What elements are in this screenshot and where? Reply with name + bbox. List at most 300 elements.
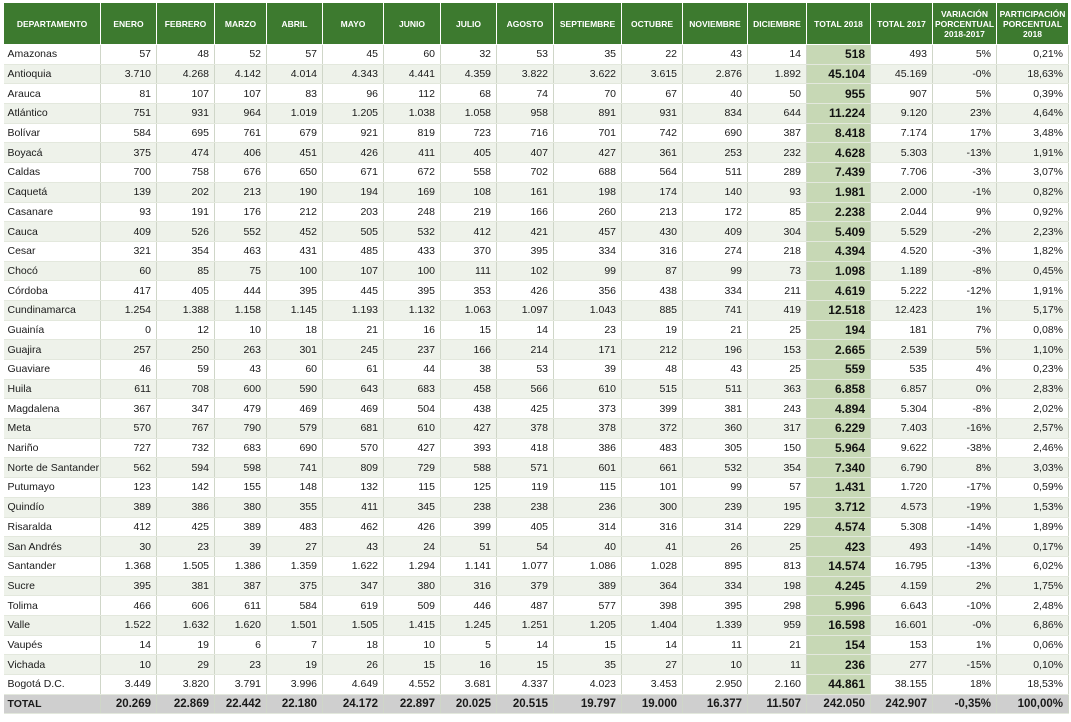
table-cell: 43 [683,45,748,65]
table-cell: 3.822 [497,64,554,84]
column-header: JULIO [441,3,497,45]
table-cell: 153 [871,635,933,655]
total-2018-cell: 955 [807,84,871,104]
table-cell: -3% [933,163,997,183]
table-row [4,556,1069,576]
table-cell: 321 [101,241,157,261]
table-row [4,537,1069,557]
table-row [4,517,1069,537]
table-cell: 334 [554,241,622,261]
total-2018-cell: 5.409 [807,222,871,242]
total-2018-cell: 7.439 [807,163,871,183]
table-cell: 566 [497,379,554,399]
department-name-cell: San Andrés [4,537,101,557]
total-cell: 22.897 [384,694,441,713]
table-cell: 681 [323,419,384,439]
column-header: VARIACIÓN PORCENTUAL 2018-2017 [933,3,997,45]
table-cell: 54 [497,537,554,557]
column-header: AGOSTO [497,3,554,45]
table-cell: 0,39% [997,84,1069,104]
table-cell: 4.359 [441,64,497,84]
table-cell: 53 [497,360,554,380]
table-cell: 316 [622,517,683,537]
table-row [4,340,1069,360]
table-cell: 751 [101,104,157,124]
table-cell: 5.222 [871,281,933,301]
table-cell: 361 [622,143,683,163]
table-header [4,3,1069,45]
table-cell: 375 [101,143,157,163]
table-cell: 99 [554,261,622,281]
table-cell: 741 [267,458,323,478]
table-cell: 419 [748,300,807,320]
column-header: PARTICIPACIÓN PORCENTUAL 2018 [997,3,1069,45]
table-cell: 257 [101,340,157,360]
table-cell: 1.145 [267,300,323,320]
department-name-cell: Magdalena [4,399,101,419]
table-cell: 462 [323,517,384,537]
table-cell: 590 [267,379,323,399]
total-2018-cell: 8.418 [807,123,871,143]
table-cell: 584 [267,596,323,616]
total-2018-cell: 12.518 [807,300,871,320]
table-cell: 1.063 [441,300,497,320]
table-cell: 570 [323,438,384,458]
table-cell: 474 [157,143,215,163]
total-label: TOTAL [4,694,101,713]
table-cell: 931 [622,104,683,124]
table-cell: 334 [683,576,748,596]
table-cell: 411 [384,143,441,163]
table-row [4,478,1069,498]
table-cell: 644 [748,104,807,124]
table-cell: 14 [497,635,554,655]
table-cell: 2.044 [871,202,933,222]
table-cell: 75 [215,261,267,281]
table-cell: 1.386 [215,556,267,576]
table-cell: 354 [157,241,215,261]
table-cell: 44 [384,360,441,380]
table-cell: 23% [933,104,997,124]
table-cell: 219 [441,202,497,222]
table-cell: 139 [101,182,157,202]
table-cell: 0,17% [997,537,1069,557]
table-cell: 6,02% [997,556,1069,576]
table-cell: 723 [441,123,497,143]
table-cell: 150 [748,438,807,458]
department-name-cell: Cesar [4,241,101,261]
table-cell: 3.996 [267,675,323,695]
total-cell: 11.507 [748,694,807,713]
table-cell: 372 [622,419,683,439]
table-cell: 418 [497,438,554,458]
table-cell: 142 [157,478,215,498]
table-cell: 444 [215,281,267,301]
table-cell: 931 [157,104,215,124]
total-2018-cell: 423 [807,537,871,557]
department-name-cell: Casanare [4,202,101,222]
table-cell: 176 [215,202,267,222]
table-cell: 4.268 [157,64,215,84]
table-row [4,320,1069,340]
table-cell: 304 [748,222,807,242]
table-cell: 6.643 [871,596,933,616]
table-cell: 24 [384,537,441,557]
table-cell: 819 [384,123,441,143]
table-cell: 8% [933,458,997,478]
data-table-container [3,2,1068,714]
table-cell: 594 [157,458,215,478]
table-cell: 485 [323,241,384,261]
table-cell: 298 [748,596,807,616]
table-cell: 1,10% [997,340,1069,360]
table-cell: 2,83% [997,379,1069,399]
table-cell: 316 [441,576,497,596]
table-cell: 3,48% [997,123,1069,143]
total-2018-cell: 16.598 [807,615,871,635]
table-cell: 2,23% [997,222,1069,242]
table-cell: 0,06% [997,635,1069,655]
table-cell: 3.622 [554,64,622,84]
table-cell: 532 [683,458,748,478]
column-header: FEBRERO [157,3,215,45]
total-2018-cell: 4.894 [807,399,871,419]
table-cell: 45 [323,45,384,65]
table-cell: 9% [933,202,997,222]
table-cell: 214 [497,340,554,360]
table-cell: 672 [384,163,441,183]
total-cell: 22.442 [215,694,267,713]
table-row [4,576,1069,596]
table-cell: 161 [497,182,554,202]
table-cell: 702 [497,163,554,183]
table-cell: 5% [933,45,997,65]
table-cell: 3.449 [101,675,157,695]
table-cell: 1% [933,635,997,655]
table-cell: 40 [683,84,748,104]
table-cell: 35 [554,45,622,65]
table-cell: 438 [622,281,683,301]
table-cell: 274 [683,241,748,261]
table-cell: -17% [933,478,997,498]
table-cell: 511 [683,379,748,399]
table-cell: 3,03% [997,458,1069,478]
table-cell: 387 [748,123,807,143]
table-cell: 60 [267,360,323,380]
table-cell: 1.043 [554,300,622,320]
table-cell: 1.058 [441,104,497,124]
table-cell: 426 [323,143,384,163]
table-cell: 690 [683,123,748,143]
table-cell: 1.028 [622,556,683,576]
table-cell: 2,57% [997,419,1069,439]
table-cell: 153 [748,340,807,360]
table-cell: 74 [497,84,554,104]
table-cell: 4% [933,360,997,380]
table-cell: 379 [497,576,554,596]
table-cell: 68 [441,84,497,104]
table-cell: 2.000 [871,182,933,202]
table-cell: 809 [323,458,384,478]
table-cell: 99 [683,261,748,281]
table-cell: 466 [101,596,157,616]
table-cell: 148 [267,478,323,498]
table-cell: 6 [215,635,267,655]
table-cell: 395 [267,281,323,301]
table-cell: 1,91% [997,143,1069,163]
table-cell: 5% [933,340,997,360]
table-cell: 907 [871,84,933,104]
table-cell: 1.097 [497,300,554,320]
table-cell: 10 [215,320,267,340]
table-cell: 1.404 [622,615,683,635]
table-cell: 515 [622,379,683,399]
table-cell: 0,23% [997,360,1069,380]
table-cell: 14 [497,320,554,340]
table-cell: 2.160 [748,675,807,695]
table-cell: 21 [323,320,384,340]
department-name-cell: Huila [4,379,101,399]
table-row [4,123,1069,143]
table-cell: 5.308 [871,517,933,537]
table-cell: 305 [683,438,748,458]
table-cell: 4.552 [384,675,441,695]
table-cell: 57 [267,45,323,65]
table-cell: 11 [683,635,748,655]
table-cell: 25 [748,537,807,557]
table-cell: 1.158 [215,300,267,320]
table-cell: -10% [933,596,997,616]
table-cell: 1,82% [997,241,1069,261]
table-cell: -8% [933,261,997,281]
table-cell: 526 [157,222,215,242]
table-cell: 363 [748,379,807,399]
table-cell: 1.038 [384,104,441,124]
table-cell: 6.857 [871,379,933,399]
table-cell: -0% [933,64,997,84]
table-cell: 469 [323,399,384,419]
table-cell: 399 [622,399,683,419]
table-cell: 166 [441,340,497,360]
table-cell: 427 [441,419,497,439]
table-cell: 3.453 [622,675,683,695]
table-cell: 732 [157,438,215,458]
table-cell: 155 [215,478,267,498]
table-cell: 35 [554,655,622,675]
table-cell: 93 [748,182,807,202]
table-cell: 671 [323,163,384,183]
table-cell: 511 [683,163,748,183]
table-cell: 452 [267,222,323,242]
table-cell: 3.681 [441,675,497,695]
table-cell: 375 [267,576,323,596]
table-cell: 15 [384,655,441,675]
table-cell: 316 [622,241,683,261]
table-cell: 483 [622,438,683,458]
table-cell: 690 [267,438,323,458]
table-cell: 727 [101,438,157,458]
table-cell: 427 [554,143,622,163]
table-cell: 112 [384,84,441,104]
table-cell: 115 [554,478,622,498]
table-cell: 5.303 [871,143,933,163]
table-cell: 4,64% [997,104,1069,124]
table-cell: 1.193 [323,300,384,320]
departments-table [3,2,1069,714]
table-cell: 57 [748,478,807,498]
table-cell: 4.159 [871,576,933,596]
table-cell: 1.505 [157,556,215,576]
table-cell: 834 [683,104,748,124]
table-cell: 38 [441,360,497,380]
table-cell: -13% [933,556,997,576]
table-row [4,596,1069,616]
department-name-cell: Cauca [4,222,101,242]
table-cell: 15 [441,320,497,340]
table-cell: 96 [323,84,384,104]
table-cell: 493 [871,45,933,65]
table-cell: 232 [748,143,807,163]
total-2018-cell: 194 [807,320,871,340]
column-header: JUNIO [384,3,441,45]
table-cell: 761 [215,123,267,143]
table-cell: 676 [215,163,267,183]
table-cell: 18,63% [997,64,1069,84]
table-cell: 3.791 [215,675,267,695]
table-cell: 483 [267,517,323,537]
table-cell: 166 [497,202,554,222]
table-cell: 250 [157,340,215,360]
table-cell: 11 [748,655,807,675]
table-cell: 5.304 [871,399,933,419]
table-cell: 7 [267,635,323,655]
table-cell: 301 [267,340,323,360]
table-row [4,360,1069,380]
department-name-cell: Guainía [4,320,101,340]
table-cell: 334 [683,281,748,301]
table-cell: -15% [933,655,997,675]
table-cell: 211 [748,281,807,301]
table-cell: 813 [748,556,807,576]
table-cell: 409 [101,222,157,242]
department-name-cell: Amazonas [4,45,101,65]
table-cell: 236 [554,497,622,517]
table-cell: -38% [933,438,997,458]
table-cell: 102 [497,261,554,281]
total-2018-cell: 518 [807,45,871,65]
table-cell: 611 [101,379,157,399]
table-cell: 229 [748,517,807,537]
table-cell: 579 [267,419,323,439]
table-cell: -13% [933,143,997,163]
table-cell: 181 [871,320,933,340]
table-cell: 405 [157,281,215,301]
total-2018-cell: 1.098 [807,261,871,281]
department-name-cell: Valle [4,615,101,635]
table-cell: 425 [157,517,215,537]
table-cell: 260 [554,202,622,222]
table-cell: 1.019 [267,104,323,124]
column-header: SEPTIEMBRE [554,3,622,45]
table-cell: 125 [441,478,497,498]
table-cell: 381 [157,576,215,596]
table-cell: 571 [497,458,554,478]
department-name-cell: Caldas [4,163,101,183]
table-cell: 4.142 [215,64,267,84]
table-cell: 7.174 [871,123,933,143]
total-2018-cell: 1.981 [807,182,871,202]
table-cell: 107 [157,84,215,104]
table-cell: 701 [554,123,622,143]
table-cell: 263 [215,340,267,360]
table-row [4,655,1069,675]
table-cell: 16 [384,320,441,340]
table-cell: 387 [215,576,267,596]
table-cell: 1,75% [997,576,1069,596]
table-cell: 289 [748,163,807,183]
department-name-cell: Guaviare [4,360,101,380]
table-cell: 212 [622,340,683,360]
table-cell: 202 [157,182,215,202]
table-cell: 2.539 [871,340,933,360]
table-footer [4,694,1069,713]
table-cell: 741 [683,300,748,320]
table-cell: 59 [157,360,215,380]
table-cell: 380 [215,497,267,517]
table-cell: 1,91% [997,281,1069,301]
table-cell: 51 [441,537,497,557]
table-cell: 584 [101,123,157,143]
department-name-cell: Atlántico [4,104,101,124]
table-cell: 12.423 [871,300,933,320]
total-cell: 22.869 [157,694,215,713]
table-cell: 426 [497,281,554,301]
table-cell: 243 [748,399,807,419]
department-name-cell: Guajira [4,340,101,360]
table-cell: 1,89% [997,517,1069,537]
table-cell: 959 [748,615,807,635]
total-2018-cell: 4.619 [807,281,871,301]
table-cell: 27 [267,537,323,557]
table-cell: 21 [748,635,807,655]
table-cell: 431 [267,241,323,261]
table-cell: 16.795 [871,556,933,576]
column-header: ABRIL [267,3,323,45]
table-cell: 107 [215,84,267,104]
table-cell: 171 [554,340,622,360]
table-cell: 643 [323,379,384,399]
department-name-cell: Meta [4,419,101,439]
table-cell: 360 [683,419,748,439]
table-cell: 3,07% [997,163,1069,183]
table-cell: 552 [215,222,267,242]
table-cell: 60 [101,261,157,281]
total-cell: 242.907 [871,694,933,713]
table-cell: 610 [384,419,441,439]
table-cell: 194 [323,182,384,202]
department-name-cell: Quindío [4,497,101,517]
table-cell: 0% [933,379,997,399]
table-cell: 22 [622,45,683,65]
table-cell: 921 [323,123,384,143]
table-cell: 1.205 [554,615,622,635]
table-cell: 4.337 [497,675,554,695]
table-cell: 253 [683,143,748,163]
table-cell: 0,82% [997,182,1069,202]
table-cell: 457 [554,222,622,242]
table-cell: 407 [497,143,554,163]
department-name-cell: Vaupés [4,635,101,655]
